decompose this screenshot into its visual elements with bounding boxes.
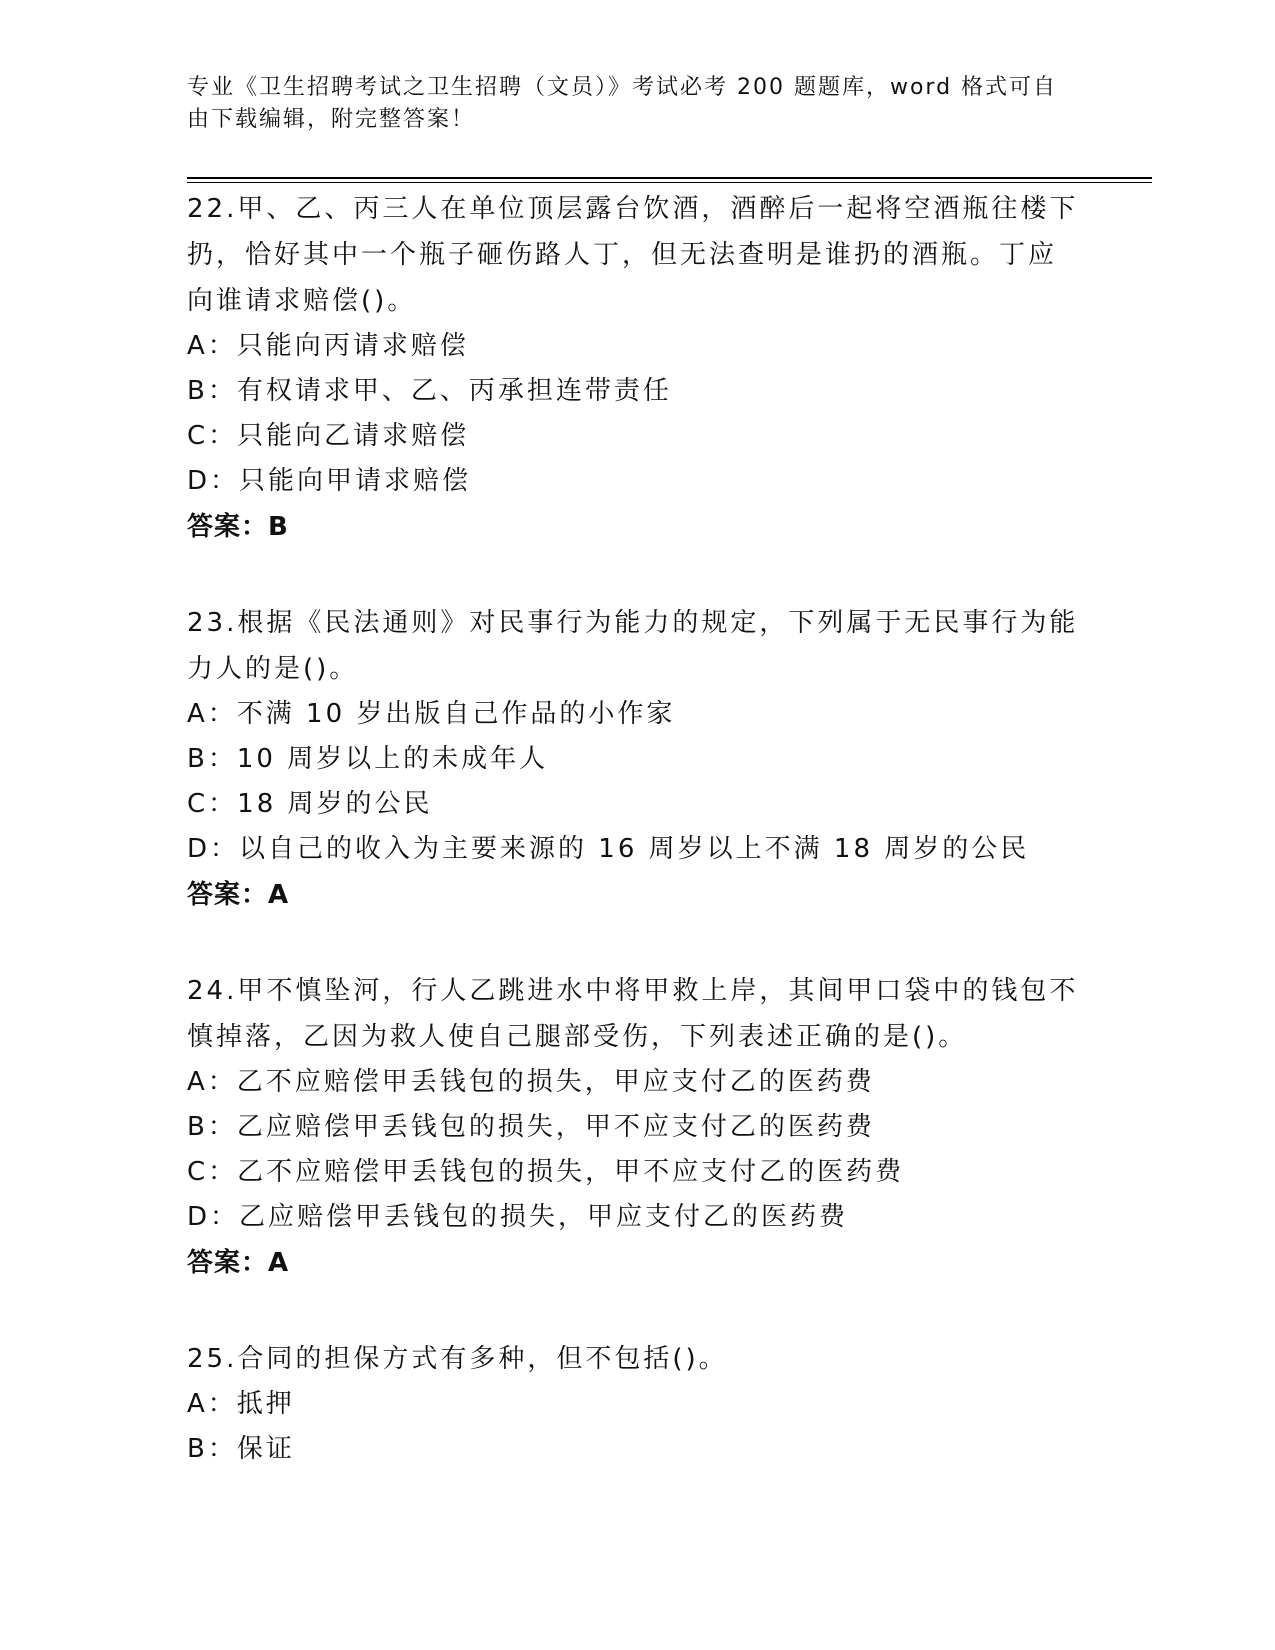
document-header (187, 72, 1067, 136)
header-divider-thick (187, 177, 1152, 179)
question-25 (187, 1336, 1087, 1472)
option-b: B：10 周岁以上的未成年人 (187, 744, 549, 774)
stem-line: 22.甲、乙、丙三人在单位顶层露台饮酒，酒醉后一起将空酒瓶往楼下 (187, 194, 1079, 224)
option-b: B：保证 (187, 1434, 295, 1464)
question-23 (187, 600, 1087, 918)
question-stem (187, 1336, 1087, 1382)
question-stem (187, 186, 1087, 324)
option-d: D：乙应赔偿甲丢钱包的损失，甲应支付乙的医药费 (187, 1202, 849, 1232)
option-b: B：有权请求甲、乙、丙承担连带责任 (187, 376, 672, 406)
stem-line: 慎掉落，乙因为救人使自己腿部受伤，下列表述正确的是()。 (187, 1022, 968, 1052)
option-a: A：抵押 (187, 1389, 295, 1419)
question-22 (187, 186, 1087, 550)
header-line-1: 专业《卫生招聘考试之卫生招聘（文员）》考试必考 200 题题库，word 格式可自 (187, 75, 1058, 100)
question-stem (187, 600, 1087, 692)
stem-line: 24.甲不慎坠河，行人乙跳进水中将甲救上岸，其间甲口袋中的钱包不 (187, 976, 1079, 1006)
option-d: D：只能向甲请求赔偿 (187, 466, 472, 496)
option-d: D：以自己的收入为主要来源的 16 周岁以上不满 18 周岁的公民 (187, 834, 1030, 864)
option-b: B：乙应赔偿甲丢钱包的损失，甲不应支付乙的医药费 (187, 1112, 875, 1142)
option-a: A：不满 10 岁出版自己作品的小作家 (187, 699, 676, 729)
option-a: A：乙不应赔偿甲丢钱包的损失，甲应支付乙的医药费 (187, 1067, 875, 1097)
header-divider-thin (187, 182, 1152, 183)
header-line-2: 由下载编辑，附完整答案！ (187, 107, 476, 132)
stem-line: 25.合同的担保方式有多种，但不包括()。 (187, 1344, 728, 1374)
option-c: C：乙不应赔偿甲丢钱包的损失，甲不应支付乙的医药费 (187, 1157, 905, 1187)
option-a: A：只能向丙请求赔偿 (187, 331, 469, 361)
stem-line: 力人的是()。 (187, 654, 359, 684)
question-list (187, 186, 1087, 1522)
answer-label: 答案：A (187, 1248, 290, 1278)
question-stem (187, 968, 1087, 1060)
answer-label: 答案：B (187, 512, 289, 542)
stem-line: 向谁请求赔偿()。 (187, 286, 417, 316)
stem-line: 23.根据《民法通则》对民事行为能力的规定，下列属于无民事行为能 (187, 608, 1079, 638)
stem-line: 扔，恰好其中一个瓶子砸伤路人丁，但无法查明是谁扔的酒瓶。丁应 (187, 240, 1058, 270)
answer-label: 答案：A (187, 880, 290, 910)
question-24 (187, 968, 1087, 1286)
option-c: C：只能向乙请求赔偿 (187, 421, 470, 451)
option-c: C：18 周岁的公民 (187, 789, 433, 819)
